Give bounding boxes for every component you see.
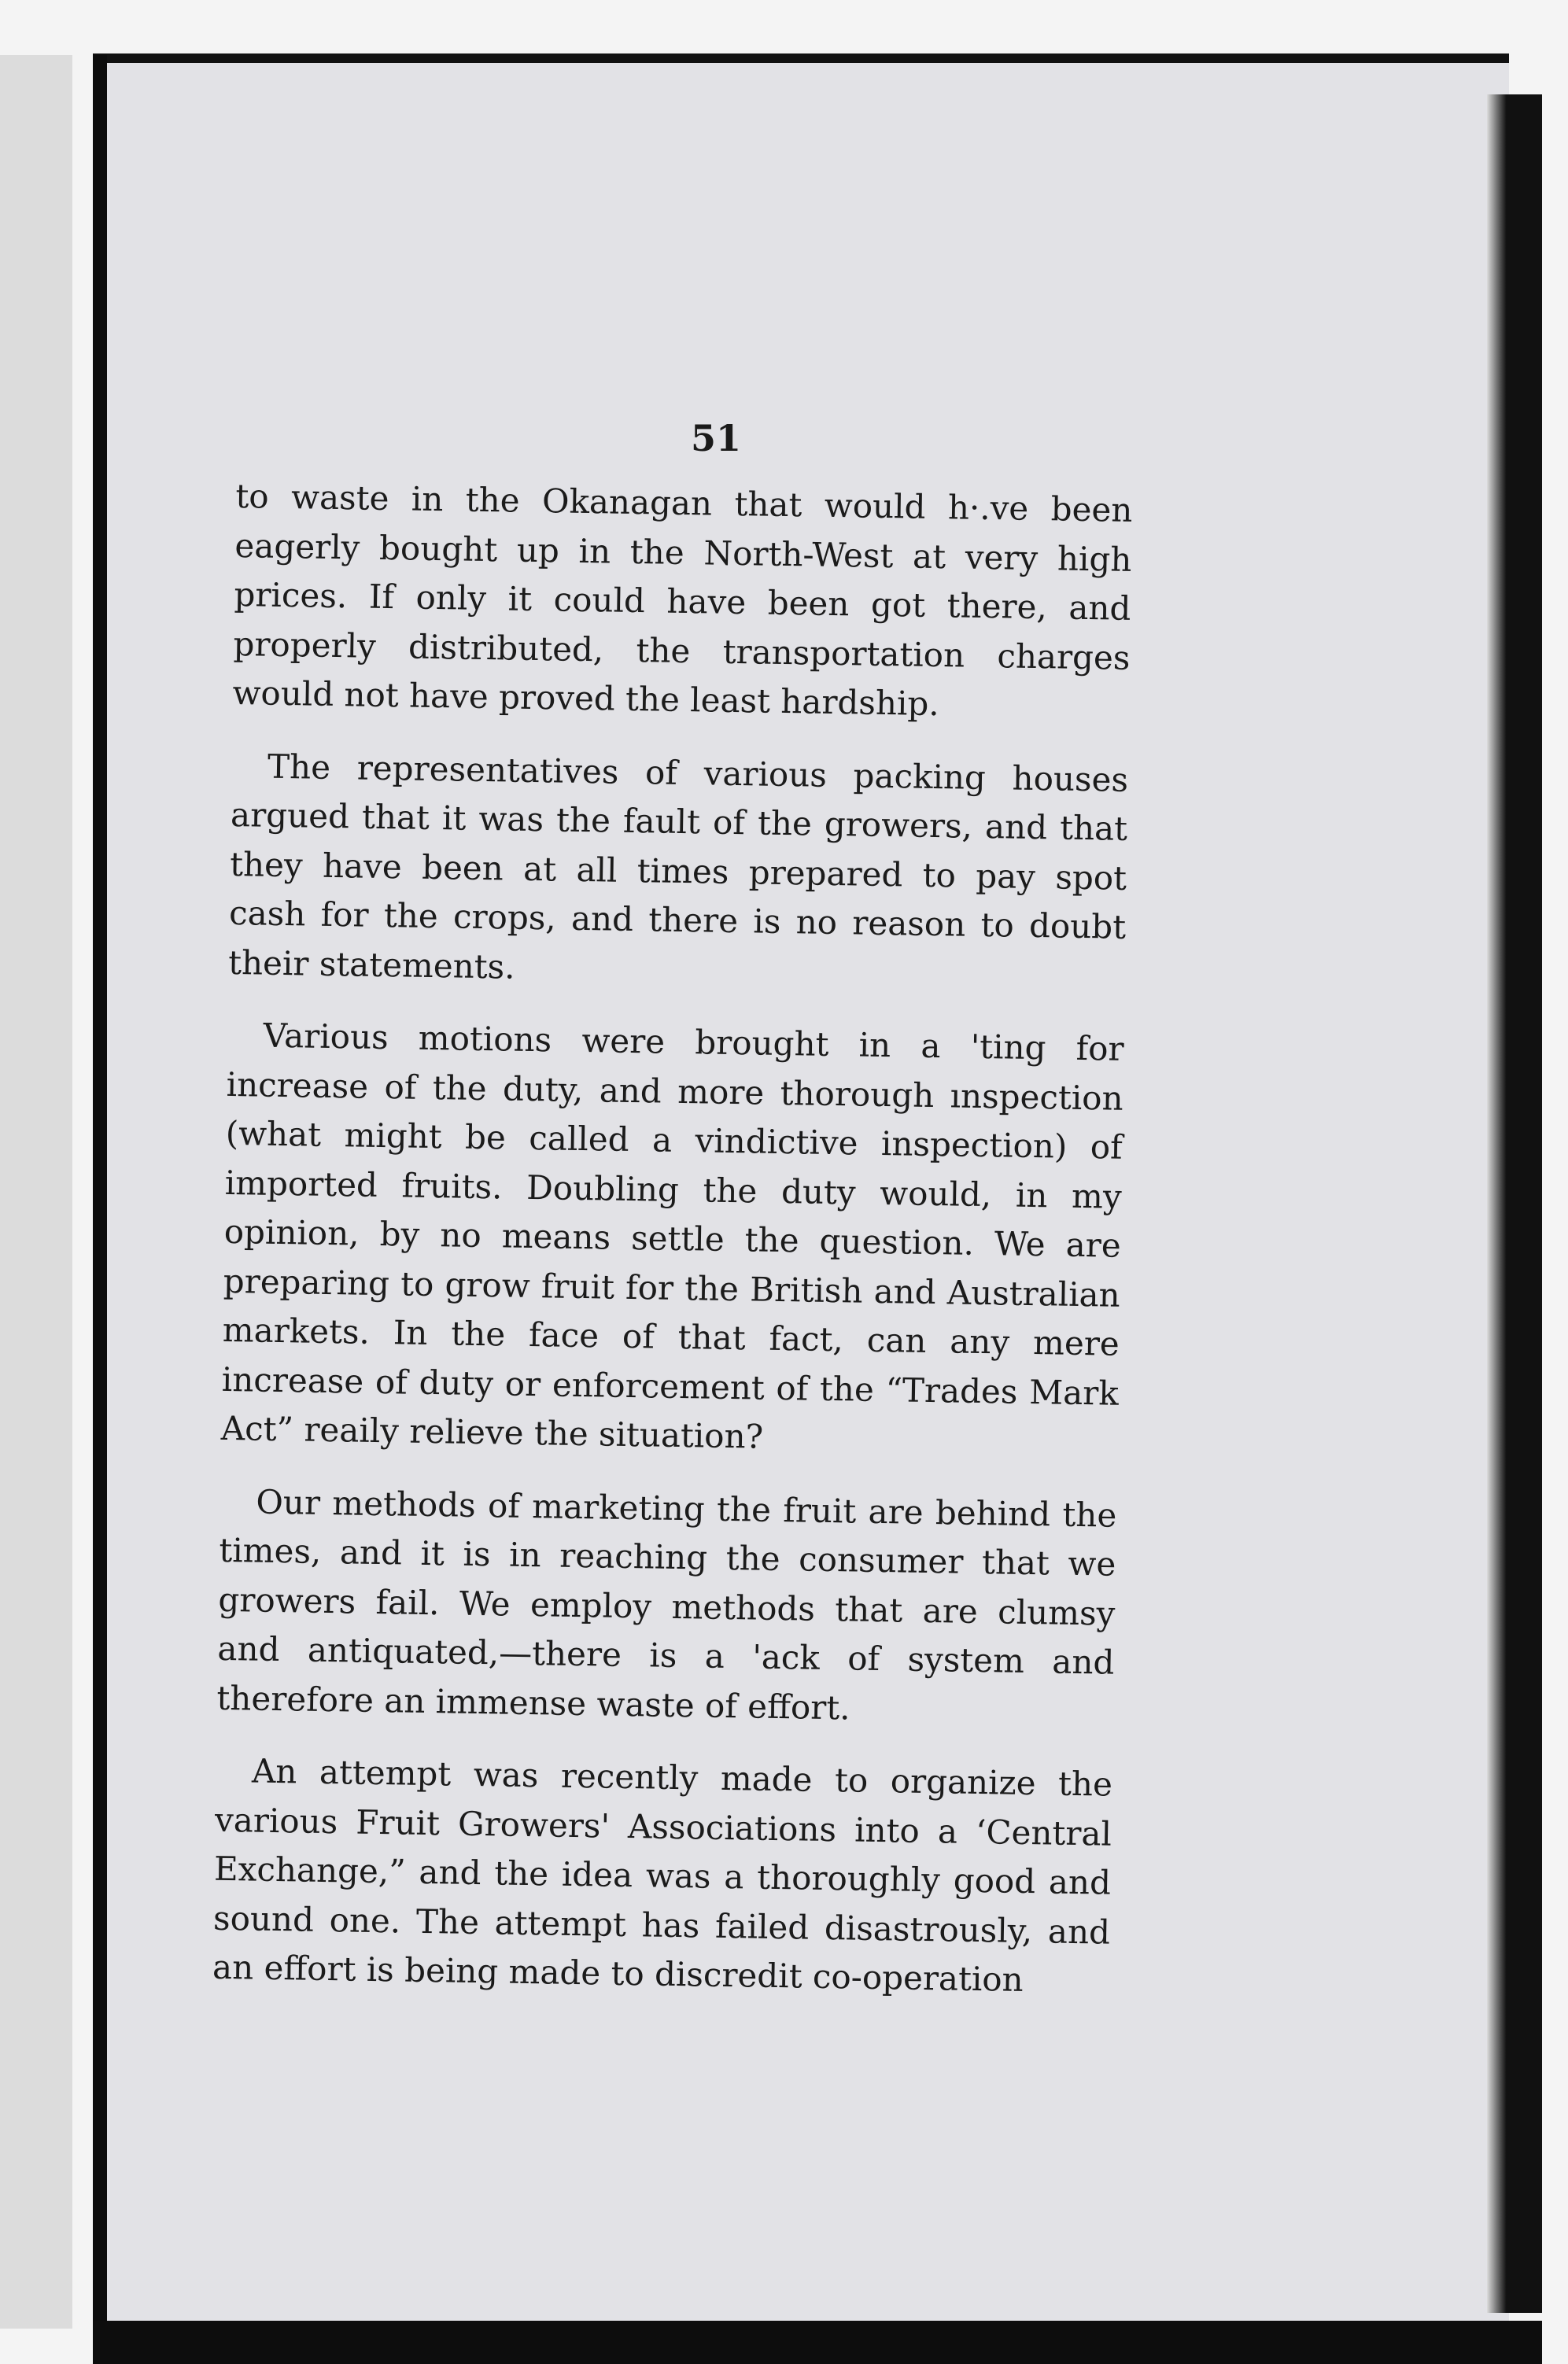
paragraph-1: to waste in the Okanagan that would h·.ve been eagerly bought up in the North-West at very high prices. If only it could have been got there, and properly distributed, the transportation charges would not have proved the least hardship. xyxy=(232,476,1133,724)
page-number: 51 xyxy=(690,417,741,459)
page-fore-edge xyxy=(1487,94,1542,2313)
paragraph-2: The representatives of various packing houses argued that it was the fault of the growers, and that they have been at all times prepared to pay spot cash for the crops, and there is no reason to doubt their statements. xyxy=(227,747,1129,987)
body-text xyxy=(212,472,1133,2030)
page-bottom-shadow xyxy=(93,2321,1542,2364)
book-spine xyxy=(93,55,107,2329)
paragraph-4: Our methods of marketing the fruit are behind the times, and it is in reaching the consumer that we growers fail. We employ methods that are clumsy and antiquated,—there is a 'ack of system and therefore an immense waste of effort. xyxy=(216,1482,1117,1727)
paragraph-5: An attempt was recently made to organize the various Fruit Growers' Associations into a ‘Central Exchange,” and the idea was a thoroughly good and sound one. The attempt has failed disastrously, and an effort is being made to discredit co-operation xyxy=(212,1751,1113,1999)
facing-page-edge xyxy=(0,55,72,2329)
paragraph-3: Various motions were brought in a 'ting for increase of the duty, and more thorough ınspection (what might be called a vindictive inspection) of imported fruits. Doubling the duty would, in my opinion, by no means settle the question. We are preparing to grow fruit for the British and Australian markets. In the face of that fact, can any mere increase of duty or enforcement of the “Trades Mark Act” reaily relieve the situation? xyxy=(220,1016,1125,1456)
